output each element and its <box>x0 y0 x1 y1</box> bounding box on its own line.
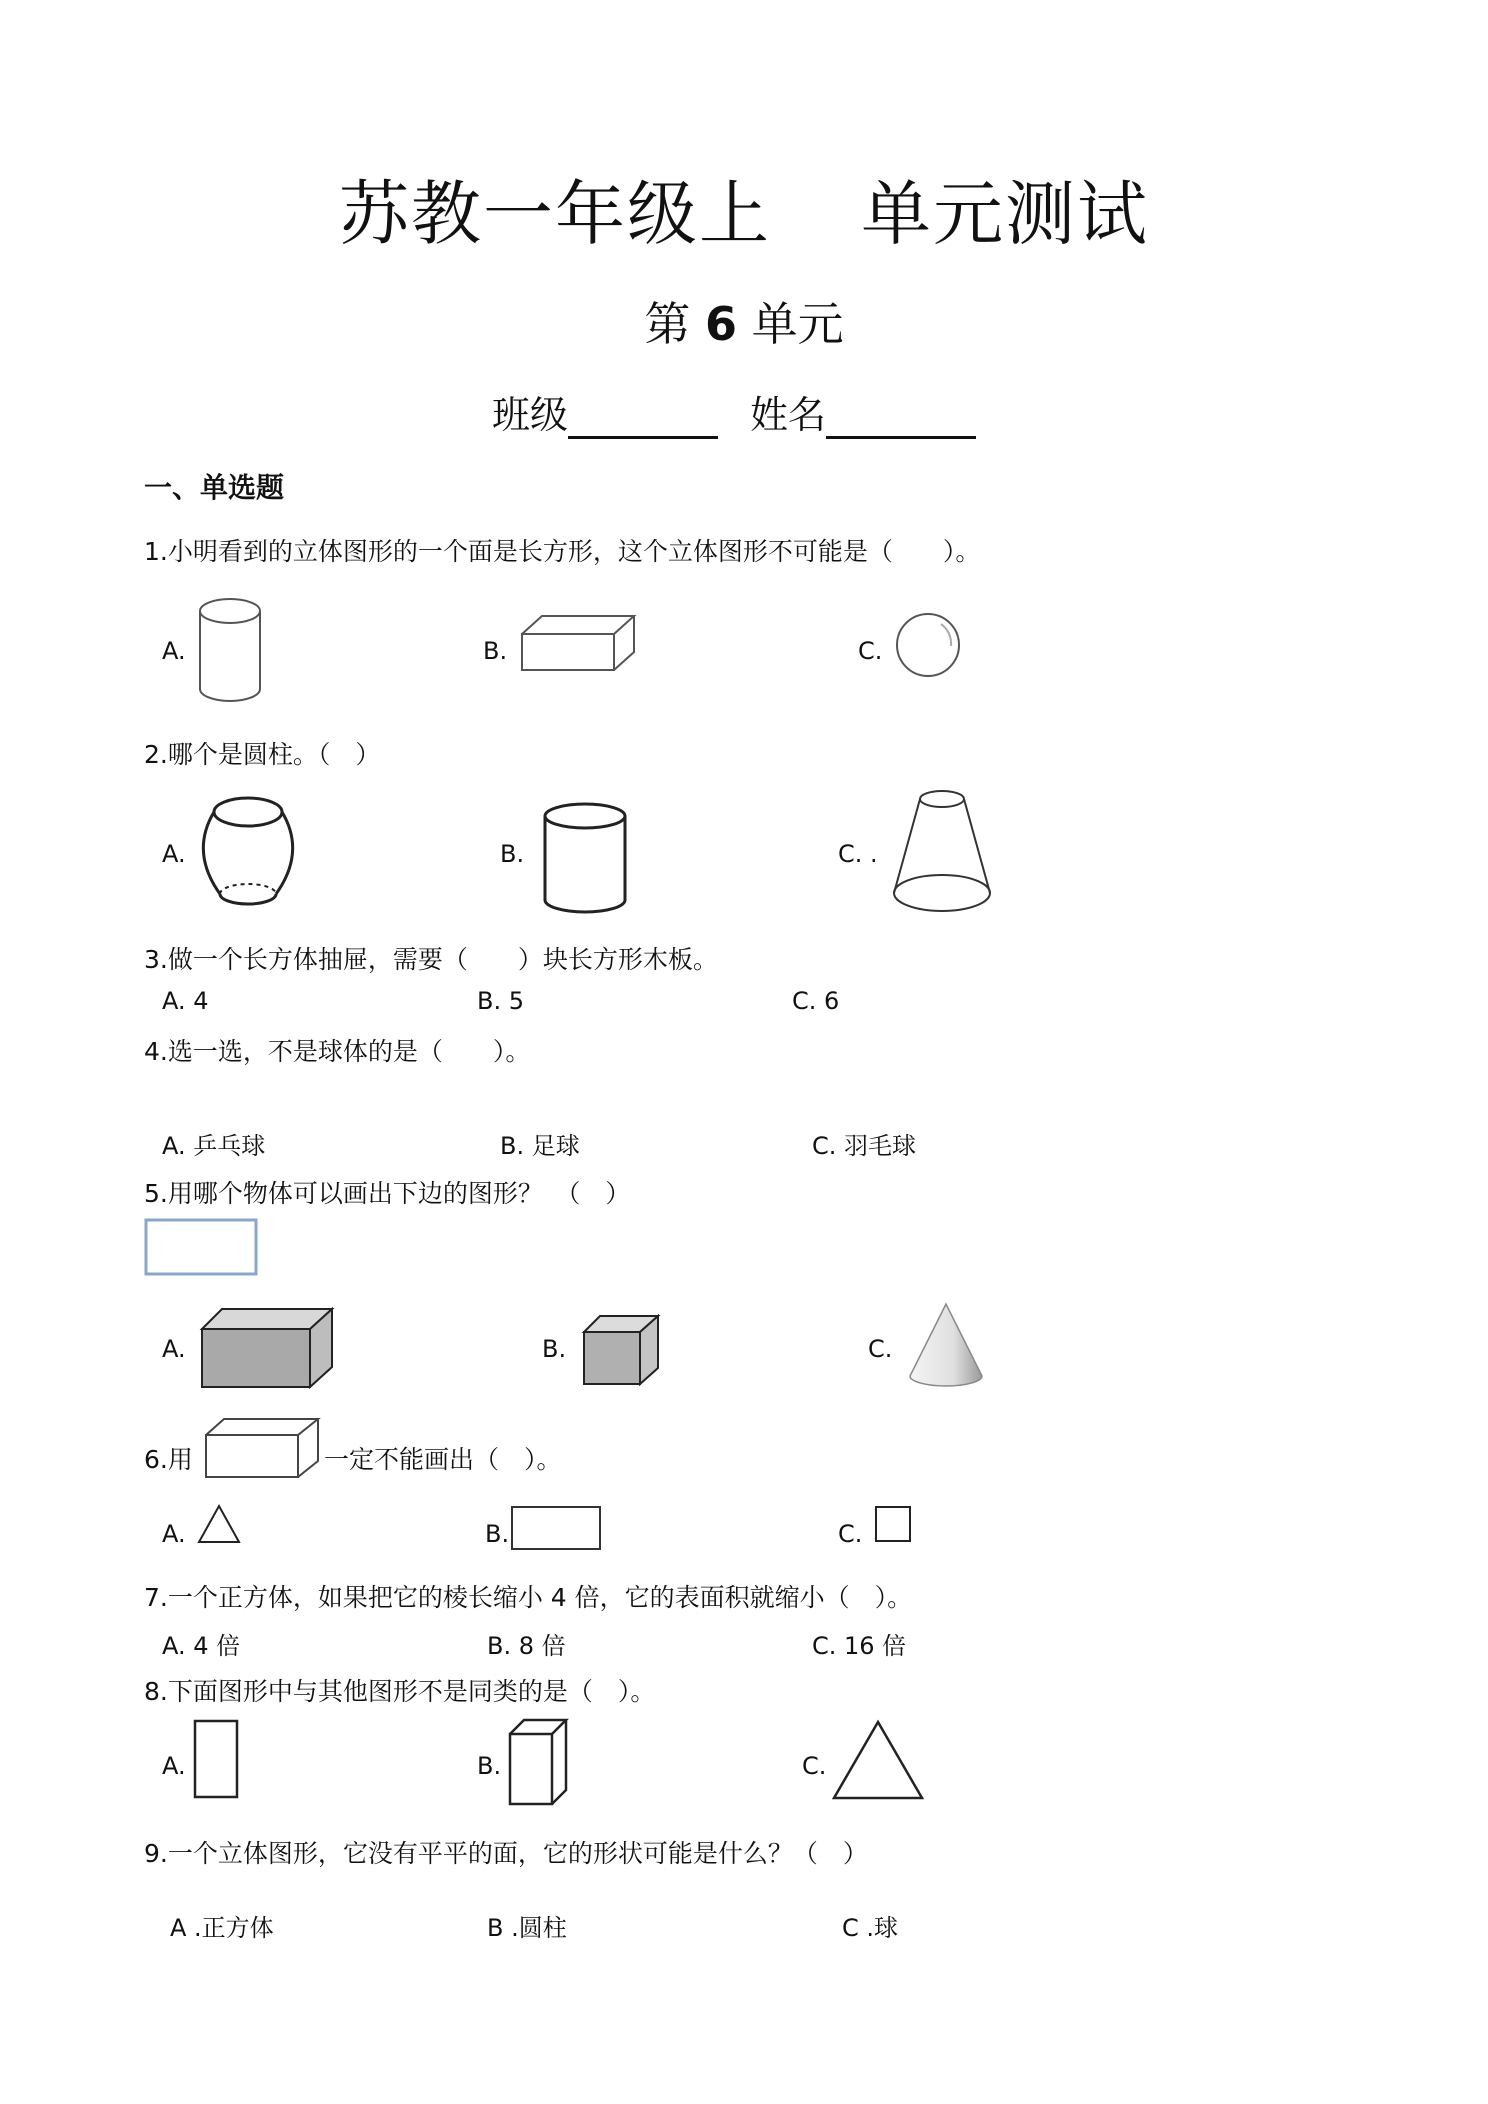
q1-option-c[interactable]: C. <box>858 637 883 665</box>
q3-option-a[interactable]: A. 4 <box>162 987 209 1015</box>
cuboid-icon <box>202 1415 322 1483</box>
question-7: 7.一个正方体，如果把它的棱长缩小 4 倍，它的表面积就缩小（ ）。 <box>144 1583 913 1612</box>
unit-suffix: 单元 <box>751 297 844 351</box>
q1-option-b[interactable]: B. <box>483 637 508 665</box>
q9-option-c[interactable]: C .球 <box>842 1914 899 1942</box>
q6-option-b[interactable]: B. <box>485 1520 510 1548</box>
question-2: 2.哪个是圆柱。（ ） <box>144 740 381 769</box>
rectangle-icon <box>510 1505 602 1551</box>
q3-option-b[interactable]: B. 5 <box>477 987 524 1015</box>
q5-option-a[interactable]: A. <box>162 1335 186 1363</box>
question-3: 3.做一个长方体抽屉，需要（ ）块长方形木板。 <box>144 945 718 974</box>
q9-option-b[interactable]: B .圆柱 <box>487 1914 567 1942</box>
q2-option-c[interactable]: C. . <box>838 840 878 868</box>
question-9: 9.一个立体图形，它没有平平的面，它的形状可能是什么？（ ） <box>144 1839 868 1868</box>
q6-option-a[interactable]: A. <box>162 1520 186 1548</box>
q8-option-b[interactable]: B. <box>477 1752 502 1780</box>
q9-option-a[interactable]: A .正方体 <box>170 1914 274 1942</box>
question-1: 1.小明看到的立体图形的一个面是长方形，这个立体图形不可能是（ ）。 <box>144 537 981 566</box>
class-label: 班级 <box>491 393 568 437</box>
q6-option-c[interactable]: C. <box>838 1520 863 1548</box>
question-5: 5.用哪个物体可以画出下边的图形？ （ ） <box>144 1179 631 1208</box>
q4-option-c[interactable]: C. 羽毛球 <box>812 1132 917 1160</box>
unit-number: 6 <box>704 297 737 351</box>
question-4: 4.选一选，不是球体的是（ ）。 <box>144 1037 531 1066</box>
title-right: 单元测试 <box>861 173 1149 255</box>
square-icon <box>874 1505 912 1543</box>
name-label: 姓名 <box>750 393 827 437</box>
cube-icon <box>580 1312 662 1388</box>
q2-option-b[interactable]: B. <box>500 840 525 868</box>
q4-option-a[interactable]: A. 乒乓球 <box>162 1132 266 1160</box>
q5-option-b[interactable]: B. <box>542 1335 567 1363</box>
q8-option-a[interactable]: A. <box>162 1752 186 1780</box>
cuboid-icon <box>518 610 638 674</box>
question-6-suffix: 一定不能画出（ ）。 <box>324 1445 562 1474</box>
cuboid-icon <box>198 1305 336 1391</box>
unit-prefix: 第 <box>644 297 691 351</box>
triangle-icon <box>830 1718 926 1802</box>
q7-option-b[interactable]: B. 8 倍 <box>487 1632 566 1660</box>
q7-option-a[interactable]: A. 4 倍 <box>162 1632 241 1660</box>
question-8: 8.下面图形中与其他图形不是同类的是（ ）。 <box>144 1677 656 1706</box>
page-title <box>0 158 1488 259</box>
cuboid-icon <box>506 1716 570 1808</box>
section-title: 一、单选题 <box>144 471 285 504</box>
student-info <box>0 384 1488 439</box>
rectangle-icon <box>192 1718 242 1800</box>
name-blank[interactable] <box>826 396 976 439</box>
q7-option-c[interactable]: C. 16 倍 <box>812 1632 907 1660</box>
q5-option-c[interactable]: C. <box>868 1335 893 1363</box>
cone-icon <box>906 1300 986 1390</box>
triangle-icon <box>196 1503 242 1545</box>
class-blank[interactable] <box>568 396 718 439</box>
q8-option-c[interactable]: C. <box>802 1752 827 1780</box>
q4-option-b[interactable]: B. 足球 <box>500 1132 580 1160</box>
cylinder-icon <box>196 595 266 707</box>
barrel-icon <box>198 790 298 915</box>
sphere-icon <box>893 610 963 680</box>
q2-option-a[interactable]: A. <box>162 840 186 868</box>
q1-option-a[interactable]: A. <box>162 637 186 665</box>
unit-title <box>0 288 1488 354</box>
question-6-prefix: 6.用 <box>144 1445 193 1474</box>
cylinder-icon <box>540 800 630 920</box>
frustum-icon <box>888 785 996 920</box>
rectangle-icon <box>144 1218 260 1278</box>
q3-option-c[interactable]: C. 6 <box>792 987 840 1015</box>
title-left: 苏教一年级上 <box>339 173 771 255</box>
